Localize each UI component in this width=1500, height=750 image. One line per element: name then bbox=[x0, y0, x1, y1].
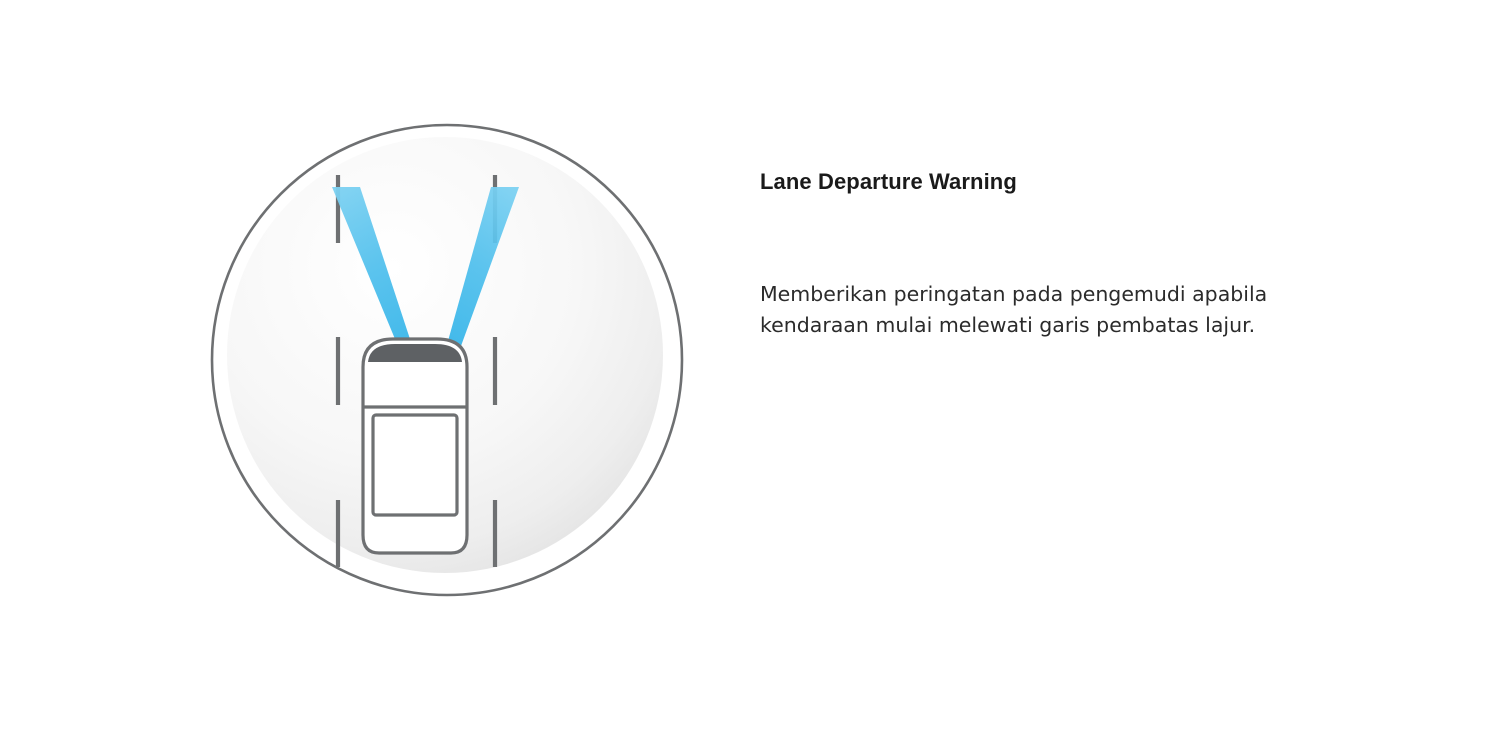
car-top-view bbox=[363, 339, 467, 553]
lane-departure-warning-illustration bbox=[205, 115, 715, 625]
feature-text-block bbox=[760, 168, 1360, 342]
page-title: Lane Departure Warning bbox=[760, 169, 1017, 194]
feature-description: Memberikan peringatan pada pengemudi apabila kendaraan mulai melewati garis pembatas lajur. bbox=[760, 281, 1268, 338]
